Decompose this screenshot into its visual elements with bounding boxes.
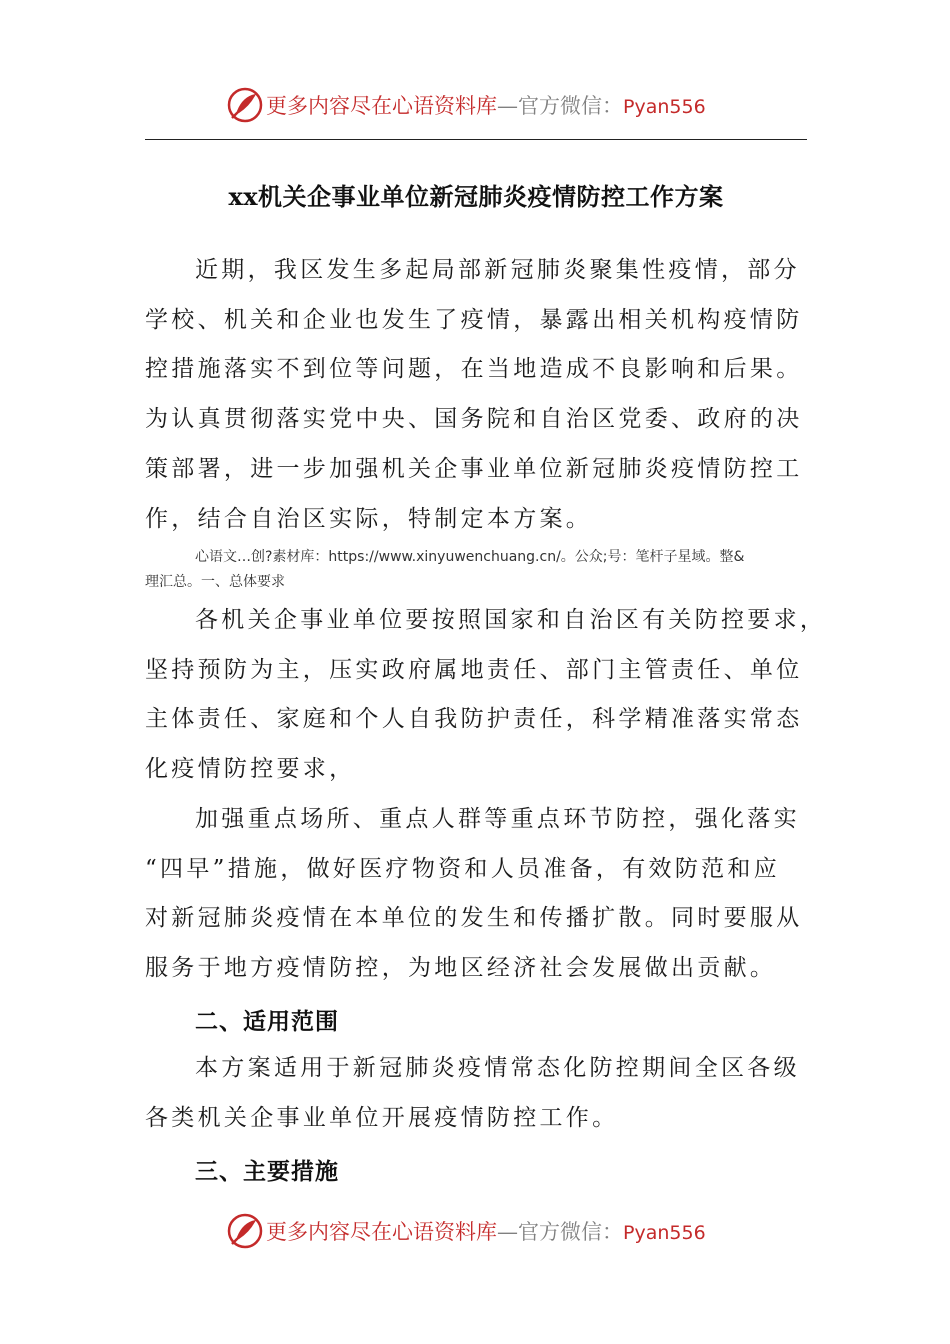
footer-banner [0,1208,950,1252]
note-line: 理汇总。一、总体要求 [145,574,285,590]
banner-text [266,90,706,120]
intro-paragraph [145,246,807,544]
text-line: 作，结合自治区实际，特制定本方案。 [145,505,593,532]
text-line: 化疫情防控要求， [145,756,356,783]
text-line: 本方案适用于新冠肺炎疫情常态化防控期间全区各级 [195,1055,800,1081]
text-line: 加强重点场所、重点人群等重点环节防控，强化落实 [195,806,800,832]
text-line: 对新冠肺炎疫情在本单位的发生和传播扩散。同时要服从 [145,905,803,932]
header-divider [145,139,807,140]
text-line: 控措施落实不到位等问题，在当地造成不良影响和后果。 [145,356,803,383]
note-line: 心语文…创?素材库：https://www.xinyuwenchuang.cn/。公众;号：笔杆子星域。整& [195,549,745,565]
section-heading-measures: 三、主要措施 [195,1159,339,1185]
text-line: “四早”措施，做好医疗物资和人员准备，有效防范和应 [145,855,781,882]
text-line: 为认真贯彻落实党中央、国务院和自治区党委、政府的决 [145,406,803,433]
header-banner [0,82,950,126]
source-note [145,545,807,595]
banner-site-name: 更多内容尽在心语资料库 [266,94,497,118]
section-heading-scope: 二、适用范围 [195,1009,339,1035]
text-line: 主体责任、家庭和个人自我防护责任，科学精准落实常态 [145,706,803,733]
document-title: xx机关企事业单位新冠肺炎疫情防控工作方案 [228,182,724,211]
text-line: 服务于地方疫情防控，为地区经济社会发展做出贡献。 [145,955,777,982]
banner-wechat-label: —官方微信： [497,94,623,118]
text-line: 各类机关企事业单位开展疫情防控工作。 [145,1104,619,1131]
banner-wechat-id: Pyan556 [623,1222,706,1244]
pen-logo-icon [226,86,264,124]
pen-logo-icon [226,1212,264,1250]
banner-wechat-id: Pyan556 [623,96,706,118]
banner-text [266,1216,706,1246]
text-line: 各机关企事业单位要按照国家和自治区有关防控要求， [195,607,827,633]
text-line: 策部署，进一步加强机关企事业单位新冠肺炎疫情防控工 [145,455,803,482]
text-line: 近期，我区发生多起局部新冠肺炎聚集性疫情，部分 [195,257,800,283]
text-line: 坚持预防为主，压实政府属地责任、部门主管责任、单位 [145,656,803,683]
text-line: 学校、机关和企业也发生了疫情，暴露出相关机构疫情防 [145,306,803,333]
prevention-paragraph [145,795,807,994]
requirements-paragraph [145,596,827,795]
banner-site-name: 更多内容尽在心语资料库 [266,1220,497,1244]
banner-wechat-label: —官方微信： [497,1220,623,1244]
scope-paragraph [145,1044,807,1143]
